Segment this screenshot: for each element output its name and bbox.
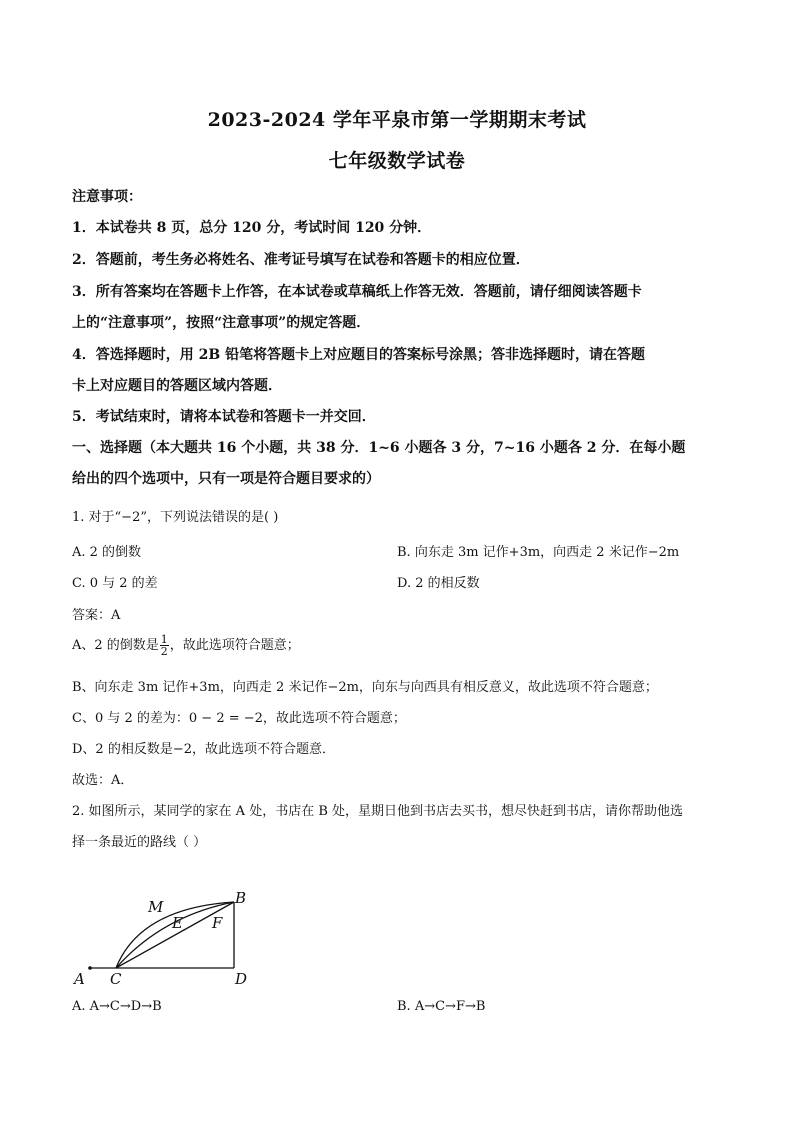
q2-option-b: B. A→C→F→B xyxy=(397,999,486,1014)
note-item: 3．所有答案均在答题卡上作答，在本试卷或草稿纸上作答无效．答题前，请仔细阅读答题卡 xyxy=(72,284,642,300)
note-item: 5．考试结束时，请将本试卷和答题卡一并交回． xyxy=(72,409,376,425)
exam-title: 2023-2024 学年平泉市第一学期期末考试 xyxy=(207,109,587,131)
notes-heading: 注意事项： xyxy=(72,189,142,205)
q1-explanation-c: C、0 与 2 的差为：0 − 2 = −2，故此选项不符合题意； xyxy=(72,711,406,726)
explain-a-text: A、2 的倒数是 xyxy=(72,638,159,653)
section-heading: 一、选择题（本大题共 16 个小题，共 38 分．1~6 小题各 3 分，7~16 小题各 2 分．在每小题 xyxy=(72,440,686,456)
q1-answer: 答案：A xyxy=(72,608,121,623)
note-item: 4．答选择题时，用 2B 铅笔将答题卡上对应题目的答案标号涂黑；答非选择题时，请在答题 xyxy=(72,347,646,363)
section-heading-cont: 给出的四个选项中，只有一项是符合题目要求的） xyxy=(72,471,380,487)
label-f: F xyxy=(212,914,223,932)
q1-option-a: A. 2 的倒数 xyxy=(72,545,142,560)
fraction-numerator: 1 xyxy=(160,633,168,646)
label-c: C xyxy=(110,970,122,988)
label-m: M xyxy=(148,898,164,916)
label-e: E xyxy=(172,914,183,932)
route-diagram xyxy=(72,886,262,992)
q1-option-b: B. 向东走 3m 记作+3m，向西走 2 米记作−2m xyxy=(397,545,680,560)
q1-explanation-b: B、向东走 3m 记作+3m，向西走 2 米记作−2m，向东与向西具有相反意义，故此选项不符合题意； xyxy=(72,680,658,695)
q1-explanation-a xyxy=(72,634,300,657)
explain-a-tail: ，故此选项符合题意； xyxy=(169,638,300,653)
q1-explanation-d: D、2 的相反数是−2，故此选项不符合题意． xyxy=(72,742,335,757)
note-item: 2．答题前，考生务必将姓名、准考证号填写在试卷和答题卡的相应位置． xyxy=(72,252,530,268)
point-a xyxy=(88,966,92,970)
fraction-one-half xyxy=(160,634,169,657)
note-item: 上的“注意事项”，按照“注意事项”的规定答题． xyxy=(72,315,371,331)
q1-conclusion: 故选：A． xyxy=(72,773,134,788)
q1-option-d: D. 2 的相反数 xyxy=(397,576,480,591)
label-a: A xyxy=(74,970,85,988)
line-cb xyxy=(116,902,234,968)
question-1-stem: 1. 对于“−2”，下列说法错误的是( ) xyxy=(72,510,279,525)
note-item: 卡上对应题目的答题区域内答题． xyxy=(72,378,282,394)
q1-option-c: C. 0 与 2 的差 xyxy=(72,576,158,591)
note-item: 1．本试卷共 8 页，总分 120 分，考试时间 120 分钟． xyxy=(72,220,432,236)
fraction-denominator: 2 xyxy=(160,645,168,658)
question-2-stem: 2. 如图所示，某同学的家在 A 处，书店在 B 处，星期日他到书店去买书，想尽快赶到书店，请你帮助他选 xyxy=(72,804,684,819)
label-b: B xyxy=(235,889,247,907)
label-d: D xyxy=(235,970,248,988)
exam-subtitle: 七年级数学试卷 xyxy=(328,150,466,172)
question-2-stem-cont: 择一条最近的路线（ ） xyxy=(72,835,207,850)
q2-option-a: A. A→C→D→B xyxy=(72,999,162,1014)
